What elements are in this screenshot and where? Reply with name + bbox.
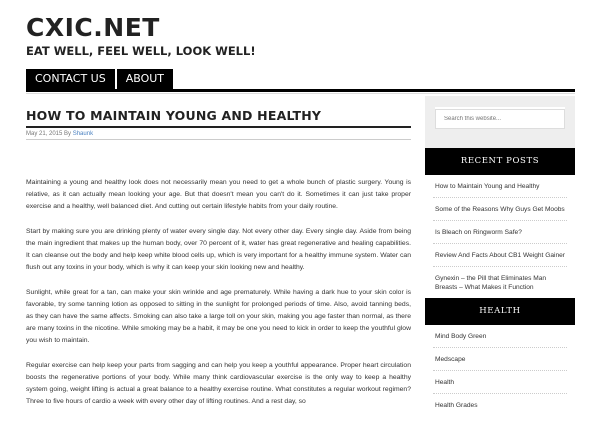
health-widget (425, 298, 575, 408)
nav-about[interactable]: ABOUT (117, 69, 173, 89)
recent-post-link[interactable]: Review And Facts About CB1 Weight Gainer (433, 244, 567, 267)
post-author-link[interactable]: Shaunk (72, 131, 94, 137)
recent-posts-list (425, 175, 575, 298)
recent-post-link[interactable]: How to Maintain Young and Healthy (433, 175, 567, 198)
health-link[interactable]: Health Grades (435, 402, 478, 409)
health-title: HEALTH (425, 298, 575, 325)
sidebar (425, 96, 575, 409)
meta-divider (26, 139, 411, 140)
site-title[interactable]: CXIC.NET (26, 13, 160, 42)
post-paragraph: Regular exercise can help keep your parts from sagging and can help you keep a youthful appearance. Proper heart circulation boosts the regenerative portions of your body. While many think cardiovascular exercise is the only way to keep a healthy system going, weight lifting is actual a great balance to a healthy exercise routine. What constitutes a regular workout regimen? Three to five hours of cardio a week with every other day of lifting routines. And a rest day, so (26, 362, 411, 405)
recent-posts-title: RECENT POSTS (425, 148, 575, 175)
nav-divider-thin (26, 93, 575, 94)
post-title[interactable]: HOW TO MAINTAIN YOUNG AND HEALTHY (26, 108, 322, 123)
health-link[interactable]: Health (433, 371, 567, 394)
post-paragraph: Start by making sure you are drinking plenty of water every single day. Not every other day. Every single day. Aside from being the main ingredient that makes up the human body, over 70 percent of it, water has great regenerative and healing capabilities. It can cleanse out the body and help keep white blood cells up, which is very important for a healthy immune system. Water can flush out any toxins in your body, which is why it can keep your skin looking new and healthy. (26, 228, 411, 271)
post-by: By (64, 131, 72, 137)
search-form (435, 107, 565, 127)
recent-post-link[interactable]: Is Bleach on Ringworm Safe? (433, 221, 567, 244)
site-header (26, 14, 256, 58)
post-date: May 21, 2015 (26, 131, 63, 137)
nav-divider (26, 89, 575, 92)
health-link[interactable]: Mind Body Green (433, 325, 567, 348)
recent-post-link[interactable]: Gynexin – the Pill that Eliminates Man Breasts – What Makes it Function (435, 275, 547, 291)
health-list (425, 325, 575, 416)
post-paragraph: Sunlight, while great for a tan, can make your skin wrinkle and age prematurely. While having a dark hue to your skin color is favorable, try some tanning lotion as opposed to sitting in the sunlight for prolonged periods of time. Also, avoid tanning beds, as they can have the same affects. Smoking can also take a large toll on your skin, making you age faster than normal, as there are many toxins in the nicotine. While smoking may be a habit, it may be one you need to kick in order to keep the youthful glow you wish to maintain. (26, 289, 411, 344)
primary-nav (26, 69, 173, 89)
post-body (26, 177, 411, 408)
post-meta (26, 131, 411, 137)
search-input[interactable] (435, 109, 565, 129)
health-link[interactable]: Medscape (433, 348, 567, 371)
nav-contact-us[interactable]: CONTACT US (26, 69, 115, 89)
post-paragraph: Maintaining a young and healthy look does not necessarily mean you need to get a whole bunch of plastic surgery. Young is relative, as it can actually mean looking your age. But that doesn't mean you can't do it. Sometimes it can just take proper exercise and a healthy, well balanced diet. And cutting out certain lifestyle habits from your daily routine. (26, 179, 411, 210)
title-divider (26, 126, 411, 128)
main-content (26, 108, 411, 421)
recent-post-link[interactable]: Some of the Reasons Why Guys Get Moobs (433, 198, 567, 221)
site-tagline: EAT WELL, FEEL WELL, LOOK WELL! (26, 44, 256, 58)
